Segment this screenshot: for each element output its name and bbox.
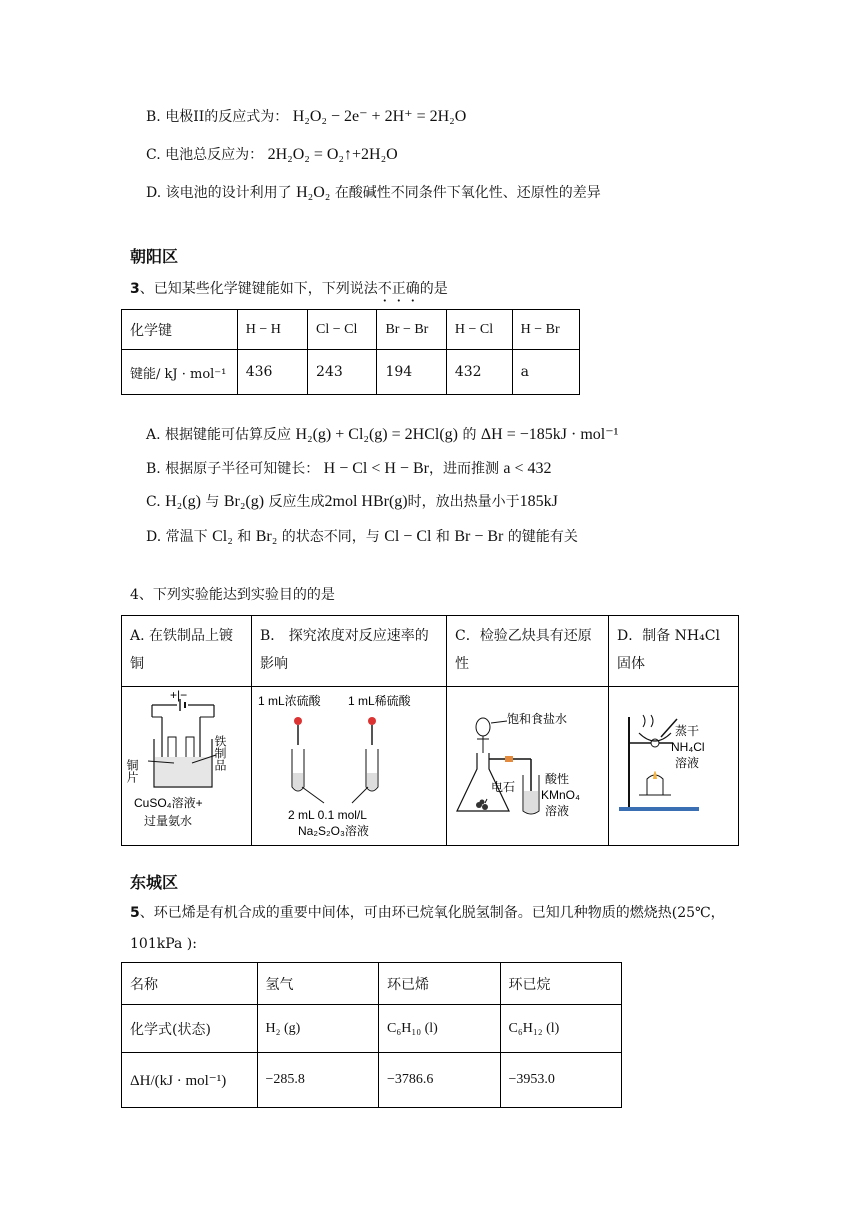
formula: Cl − Cl bbox=[384, 528, 432, 545]
option-text: D. 常温下 bbox=[146, 529, 208, 545]
solution-label: 过量氨水 bbox=[144, 814, 193, 828]
figure-cell bbox=[447, 687, 609, 846]
reagent-label: NH₄Cl bbox=[671, 740, 705, 754]
equation: H₂O₂ − 2e⁻ + 2H⁺ = 2H₂O bbox=[292, 108, 467, 125]
q2-option-c bbox=[146, 145, 398, 165]
q3-option-a bbox=[146, 425, 618, 445]
table-cell: H − H bbox=[237, 310, 307, 350]
table-header-cell: ΔH/(kJ · mol⁻¹) bbox=[122, 1053, 258, 1108]
equation: a < 432 bbox=[503, 460, 552, 477]
q2-option-d bbox=[146, 183, 601, 203]
stem-text: 的是 bbox=[419, 281, 448, 297]
stem-text: 、环已烯是有机合成的重要中间体，可由环已烷氧化脱氢制备。已知几种物质的燃烧热(25℃， bbox=[139, 905, 725, 921]
table-cell: 氢气 bbox=[257, 963, 378, 1005]
table-cell: a bbox=[512, 350, 579, 395]
equation: H − Cl < H − Br bbox=[323, 460, 429, 477]
table-cell: 243 bbox=[308, 350, 377, 395]
q3-option-c bbox=[146, 492, 558, 512]
polarity-label: +|− bbox=[170, 688, 188, 702]
formula: Br − Br bbox=[454, 528, 504, 545]
q3-option-d bbox=[146, 527, 578, 547]
reagent-label: 溶液 bbox=[675, 756, 700, 770]
table-cell: −3786.6 bbox=[379, 1053, 500, 1108]
question-number: 5 bbox=[130, 905, 140, 921]
table-cell: H − Cl bbox=[446, 310, 512, 350]
formula: Br₂(g) bbox=[223, 493, 265, 510]
reagent-label: 溶液 bbox=[545, 804, 570, 818]
section-title-chaoyang: 朝阳区 bbox=[130, 247, 179, 266]
reagent-label: KMnO₄ bbox=[541, 788, 580, 802]
equation: ΔH = −185kJ · mol⁻¹ bbox=[480, 426, 619, 443]
equation: H₂(g) + Cl₂(g) = 2HCl(g) bbox=[295, 426, 458, 443]
solution-label: CuSO₄溶液+ bbox=[134, 796, 203, 810]
table-cell: −3953.0 bbox=[500, 1053, 622, 1108]
reagent-label: 1 mL浓硫酸 bbox=[258, 694, 321, 708]
option-text: C. 电池总反应为： bbox=[146, 147, 264, 163]
option-text: C. bbox=[146, 494, 161, 510]
q3-stem bbox=[130, 279, 448, 299]
table-cell: Cl − Cl bbox=[308, 310, 377, 350]
option-text: 反应生成 bbox=[268, 494, 325, 510]
question-number: 3 bbox=[130, 281, 140, 297]
q3-option-b bbox=[146, 459, 552, 479]
option-text: 在酸碱性不同条件下氧化性、还原性的差异 bbox=[334, 185, 601, 201]
table-cell: C₆H₁₀ (l) bbox=[379, 1005, 500, 1053]
reagent-label: 2 mL 0.1 mol/L bbox=[288, 808, 367, 822]
table-header-cell: B． 探究浓度对反应速率的影响 bbox=[252, 616, 447, 687]
option-text: B. 电极II的反应式为： bbox=[146, 109, 289, 125]
table-header-cell: 化学式(状态) bbox=[122, 1005, 258, 1053]
table-cell: 194 bbox=[377, 350, 446, 395]
table-header-cell: A. 在铁制品上镀铜 bbox=[122, 616, 252, 687]
solid-label: 电石 bbox=[491, 780, 516, 794]
table-header-cell: 名称 bbox=[122, 963, 258, 1005]
q5-stem-line2: 101kPa ): bbox=[130, 936, 197, 952]
reagent-label: 1 mL稀硫酸 bbox=[348, 694, 411, 708]
option-text: A. 根据键能可估算反应 bbox=[146, 427, 292, 443]
combustion-heat-table bbox=[121, 962, 622, 1108]
q5-stem-line1 bbox=[130, 903, 725, 923]
table-cell: −285.8 bbox=[257, 1053, 378, 1108]
option-text: D. 该电池的设计利用了 bbox=[146, 185, 292, 201]
table-cell: H − Br bbox=[512, 310, 579, 350]
emphasis-char: 正 bbox=[391, 281, 406, 297]
q2-option-b bbox=[146, 107, 466, 127]
figure-cell bbox=[122, 687, 252, 846]
option-text: 的 bbox=[462, 427, 477, 443]
reagent-label: 酸性 bbox=[545, 772, 570, 786]
table-cell: C₆H₁₂ (l) bbox=[500, 1005, 622, 1053]
formula: 185kJ bbox=[519, 493, 558, 510]
table-header-cell: 键能/ kJ · mol⁻¹ bbox=[122, 350, 238, 395]
funnel-label: 饱和食盐水 bbox=[507, 712, 568, 726]
section-title-dongcheng: 东城区 bbox=[130, 873, 179, 892]
table-cell: H₂ (g) bbox=[257, 1005, 378, 1053]
formula: Cl₂ bbox=[212, 528, 233, 545]
equation: 2H₂O₂ = O₂↑+2H₂O bbox=[267, 146, 398, 163]
table-cell: 环已烯 bbox=[379, 963, 500, 1005]
formula: H₂(g) bbox=[165, 493, 201, 510]
option-text: 时，放出热量小于 bbox=[407, 494, 520, 510]
copper-label: 铜片 bbox=[125, 759, 139, 783]
figure-cell bbox=[252, 687, 447, 846]
action-label: 蒸干 bbox=[675, 724, 700, 738]
table-cell: Br − Br bbox=[377, 310, 446, 350]
option-text: 与 bbox=[205, 494, 220, 510]
concentration-diagram bbox=[252, 687, 446, 841]
evaporation-diagram bbox=[609, 687, 738, 841]
figure-cell bbox=[609, 687, 739, 846]
table-header-cell: 化学键 bbox=[122, 310, 238, 350]
iron-label: 铁制品 bbox=[213, 735, 227, 771]
option-text: 的状态不同，与 bbox=[281, 529, 380, 545]
stem-text: 、已知某些化学键键能如下，下列说法 bbox=[139, 281, 378, 297]
option-text: 的键能有关 bbox=[507, 529, 578, 545]
option-text: 和 bbox=[435, 529, 450, 545]
electroplating-diagram bbox=[122, 687, 251, 841]
acetylene-diagram bbox=[447, 687, 608, 841]
emphasis-char: 确 bbox=[405, 281, 420, 297]
bond-energy-table bbox=[121, 309, 580, 395]
experiment-table bbox=[121, 615, 739, 846]
table-header-cell: D．制备 NH₄Cl 固体 bbox=[609, 616, 739, 687]
table-header-cell: C．检验乙炔具有还原性 bbox=[447, 616, 609, 687]
reagent-label: Na₂S₂O₃溶液 bbox=[298, 824, 369, 838]
emphasis-char: 不 bbox=[377, 281, 392, 297]
table-cell: 432 bbox=[446, 350, 512, 395]
option-text: ，进而推测 bbox=[428, 461, 499, 477]
formula: H₂O₂ bbox=[296, 184, 331, 201]
table-cell: 环已烷 bbox=[500, 963, 622, 1005]
formula: Br₂ bbox=[255, 528, 278, 545]
q4-stem: 4、下列实验能达到实验目的的是 bbox=[130, 587, 335, 603]
option-text: B. 根据原子半径可知键长： bbox=[146, 461, 320, 477]
table-cell: 436 bbox=[237, 350, 307, 395]
formula: 2mol HBr(g) bbox=[324, 493, 408, 510]
option-text: 和 bbox=[237, 529, 252, 545]
